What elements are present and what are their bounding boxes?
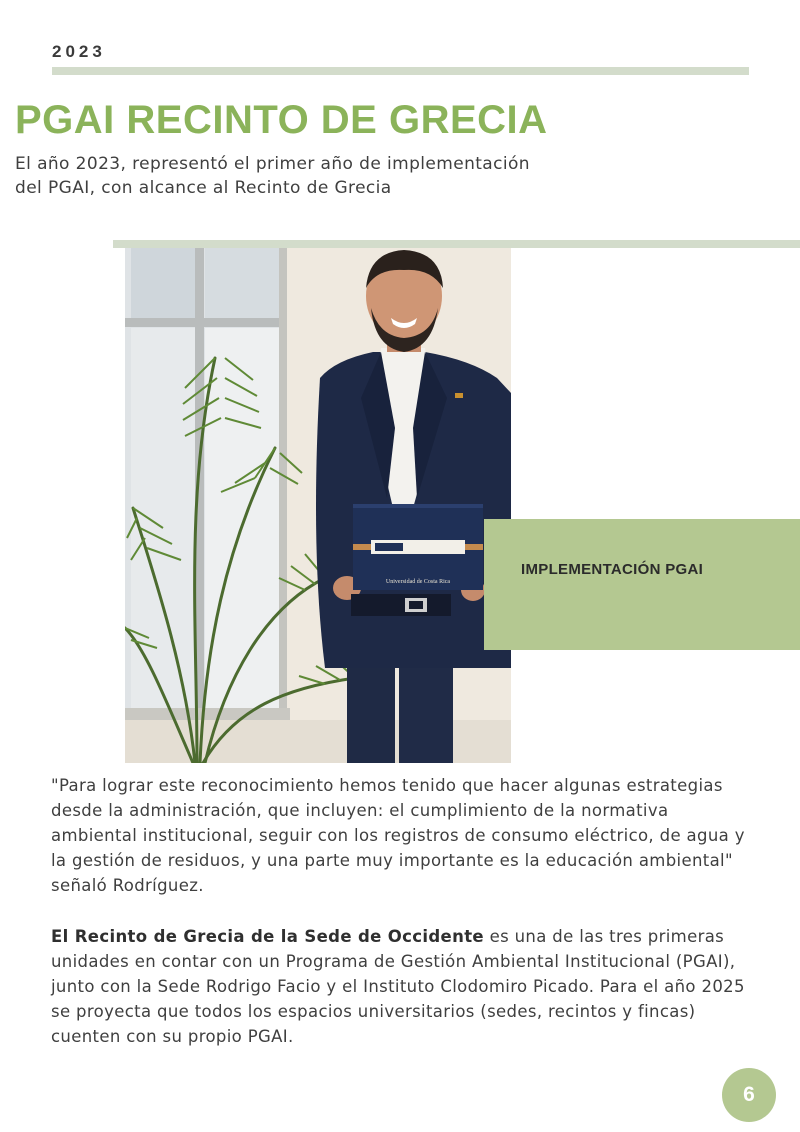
- middle-divider: [113, 240, 800, 248]
- paragraph-rest: es una de las tres primeras unidades en contar con un Programa de Gestión Ambiental Institucional (PGAI), junto con la Sede Rodrigo Facio y el Instituto Clodomiro Picado. Para el año 2025 se proyecta que todos los espacios universitarios (sedes, recintos y fincas) cuenten con su propio PGAI.: [51, 927, 745, 1046]
- top-divider: [52, 67, 749, 75]
- body-paragraph: [51, 924, 751, 1049]
- implementation-tag: [484, 519, 800, 650]
- intro-text: El año 2023, representó el primer año de implementación del PGAI, con alcance al Recinto de Grecia: [15, 154, 530, 198]
- tag-label: IMPLEMENTACIÓN PGAI: [521, 561, 704, 578]
- paragraph-bold-lead: El Recinto de Grecia de la Sede de Occidente: [51, 927, 484, 946]
- page-number: 6: [722, 1068, 776, 1122]
- award-photo: [125, 248, 511, 763]
- year-label: 2023: [52, 42, 106, 61]
- page-title: PGAI RECINTO DE GRECIA: [15, 98, 548, 142]
- quote-text: "Para lograr este reconocimiento hemos tenido que hacer algunas estrategias desde la administración, que incluyen: el cumplimiento de la normativa ambiental institucional, seguir con los registros de consumo eléctrico, de agua y la gestión de residuos, y una parte muy importante es la educación ambiental" señaló Rodríguez.: [51, 776, 745, 895]
- award-box-caption: Universidad de Costa Rica: [385, 579, 451, 585]
